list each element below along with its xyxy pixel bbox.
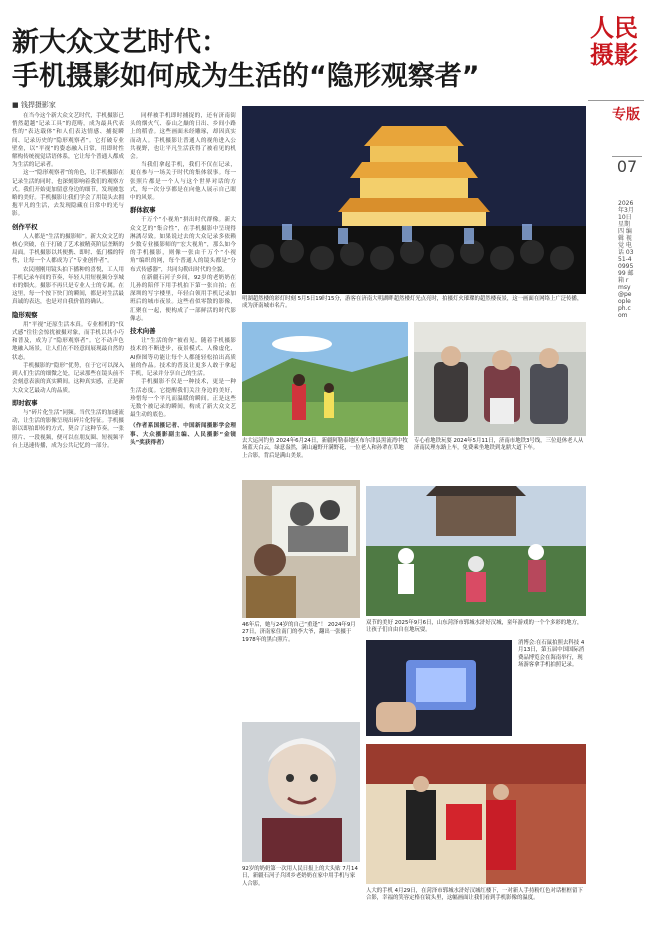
photo-caption: 消博会:在石鼠拍照去科技 4月13日，第五届中国国际消费品博览会在海南举行，现场游客拿手机拍照记录。 — [518, 640, 585, 669]
photo-old-picture — [242, 480, 360, 618]
photo-kids-playing — [366, 486, 586, 616]
author-note: （作者系国摄记者、中国新闻摄影学会理事、大众摄影副主编、人民摄影“金镜头”奖获得者） — [130, 423, 236, 446]
title-line-2: 手机摄影如何成为生活的“隐形观察者” — [12, 61, 480, 92]
old-picture-image — [242, 480, 360, 618]
article-column-1 — [12, 112, 124, 930]
photo-caption: 专心看地铁玩耍 2024年5月11日，济南市地铁3号线，三位退休老人从济南民理东路上车，免费乘坐地铁到龙鼎大道下车。 — [414, 438, 584, 452]
elderly-woman-image — [242, 722, 360, 862]
couple-image — [366, 744, 586, 884]
subway-image — [414, 322, 586, 436]
paragraph: 千万个“小视角”拼出时代群像。新大众文艺的“集合性”，在手机摄影中呈现得淋漓尽致。如果说过去的大众记录多依赖少数专业摄影师的“宏大视角”，那么如今的手机摄影，则像一张由千万个“小视角”编织的网，每个普通人的镜头都是“分布式传感器”，共同勾勒出时代的全貌。 — [130, 217, 236, 273]
divider — [588, 100, 644, 101]
photo-couple — [366, 744, 586, 884]
kids-playing-image — [366, 486, 586, 616]
paragraph: 同样被手机即时捕捉的，还有济南街头的烟火气、泰山之巅的日出、乡间小路上的稻香。这些画面未经雕琢，却因真实而动人。手机摄影让普通人的视角进入公共视野，也让平凡生活获得了被看见的机会。 — [130, 113, 236, 161]
section-heading: 即时叙事 — [12, 398, 38, 407]
paragraph: 在新疆石河子乡间，92岁的老奶奶在儿孙的陪伴下用手机拍下第一张自拍；在深圳的写字楼里，年轻白领用手机记录加班后的城市夜景。这些看似零散的影像，汇聚在一起，便构成了一部鲜活的时代影像志。 — [130, 274, 236, 322]
photo-caption: 92岁的奶奶第一次用人民日报上的大头贴 7月14日，新疆石河子兵团乡老奶奶在家中用手机与家人合影。 — [242, 866, 358, 887]
photo-caption: 双节的美好 2025年9月6日，山东菏泽市郓城水浒好汉城，童年游戏的一个个多彩的地方，让孩子们自由自在地玩耍。 — [366, 620, 583, 634]
paragraph: 手机摄影的“隐形”优势，在于它可以深入到人们生活的细微之处，记录那些在镜头前不会刻意表演的真实瞬间。这种真实感，正是新大众文艺最动人的品质。 — [12, 362, 124, 394]
photo-caption: 去大运河钓鱼 2024年6月24日，新疆阿勒泰地区布尔津县黑流湾中牧场蓝天白云，绿意盎然，满山遍野开满野花，一位老人和孙辈在草地上合影，背后是满山美景。 — [242, 438, 408, 459]
photo-tech-expo — [366, 640, 512, 736]
paragraph: 当我们拿起手机，我们不仅在记录，更在参与一场关于时代的集体叙事。每一张照片都是一个人与这个世界对话的方式，每一次分享都是在向他人展示自己眼中的风景。 — [130, 162, 236, 202]
section-label: 专版 — [612, 107, 640, 123]
logo: 人民摄影 — [590, 13, 638, 69]
vertical-info: 2026年3月10日 星期四 编辑 视觉 电话 0351-4099599 邮箱 rmsy@peopleph.com — [618, 200, 634, 319]
tech-expo-image — [366, 640, 512, 736]
section-heading: 群体叙事 — [130, 206, 156, 215]
section-heading: 技术向善 — [130, 327, 156, 336]
night-building-image — [242, 106, 586, 294]
section-heading: 创作平权 — [12, 222, 38, 231]
photo-caption: 人大的手机 4月29日，在菏泽市郓城水浒好汉城红楼下，一对新人手持粉红色对话框框留下合影，幸福的笑容定格在镜头里，这幅画面让我们看到手机影像的温度。 — [366, 888, 583, 902]
paragraph: 人人都是“生活的摄影师”。新大众文艺的核心突破，在于打破了艺术被精英阶层垄断的局面。手机摄影以其便携、即时、低门槛的特性，让每一个人都成为了“专业创作者”。 — [12, 233, 124, 265]
photo-caption: 明湖超然楼的彩灯时刻 5月5日19时15分，游客在济南大明湖畔超然楼灯光点亮时，拍摄灯火璀璨的超然楼夜景，这一画面在网络上广泛传播，成为济南城市名片。 — [242, 296, 583, 310]
paragraph: 在当今这个新大众文艺时代，手机摄影已悄然超越“记录工具”的范畴，成为最具代表性的“表达载体”和人们表达情感、捕捉瞬间、记录历史的“隐形观察者”。它打破专业壁垒，以“平视”的姿态融入日常，用即时性解构传统视觉话语体系，它让每个普通人都成为生活的记录者。 — [12, 113, 124, 169]
section-heading: 隐形观察 — [12, 310, 38, 319]
author-byline: ■ 钱捍摄影家 — [12, 101, 56, 109]
photo-subway — [414, 322, 586, 436]
page-number: 07 — [612, 156, 642, 176]
grassland-image — [242, 322, 408, 436]
photo-grassland — [242, 322, 408, 436]
title-line-1: 新大众文艺时代： — [12, 27, 228, 58]
paragraph: 手机摄影不仅是一种技术，更是一种生活态度。它提醒我们关注身边的美好，珍惜每一个平凡而温暖的瞬间。正是这些无数个被记录的瞬间，构成了新大众文艺最生动的底色。 — [130, 379, 236, 419]
photo-elderly-woman — [242, 722, 360, 862]
paragraph: 农民刚刚用镜头拍下播种的喜悦，工人用手机记录车间的节奏，年轻人用短视频分享城市的烟火。摄影不再只是专业人士的专属。在这里，每一个按下快门的瞬间，都是对生活最真诚的表达，也是对自我价值的确认。 — [12, 266, 124, 306]
article-column-2 — [130, 112, 236, 930]
paragraph: 与“碎片化生活”同频。当代生活的加速流动，让生活的影像呈现出碎片化特征。手机摄影以即拍即传的方式，契合了这种节奏。一张照片、一段视频，便可以在朋友圈、短视频平台上迅速传播，成为公共记忆的一部分。 — [12, 409, 124, 449]
paragraph: 让“生活的你”被看见。随着手机摄影技术的不断进步，夜景模式、人像虚化、AI修图等功能让每个人都能轻松拍出高质量的作品。技术的普及让更多人敢于拿起手机，记录并分享自己的生活。 — [130, 338, 236, 378]
photo-night-building — [242, 106, 586, 294]
paragraph: 用“平视”还原生活本真。专业相机的“仪式感”往往会惊扰被摄对象，而手机以其小巧和普及，成为了“隐形观察者”。它不动声色地融入场景，让人们在不经意间展现最自然的状态。 — [12, 321, 124, 361]
photo-caption: 46年后，她与24岁的自己“重逢”！ 2024年9月27日，济南家住南门的李大爷，翻出一张摄于1978年的黑白照片。 — [242, 622, 356, 643]
page-title — [12, 26, 582, 94]
paragraph: 这一“隐形观察者”的角色，让手机摄影在记录生活的同时，也深刻影响着我们的观察方式。我们开始更加留意身边的细节，发现被忽略的美好。手机摄影让我们学会了用镜头去拥抱平凡的生活，去发现隐藏在日常中的光与影。 — [12, 170, 124, 218]
